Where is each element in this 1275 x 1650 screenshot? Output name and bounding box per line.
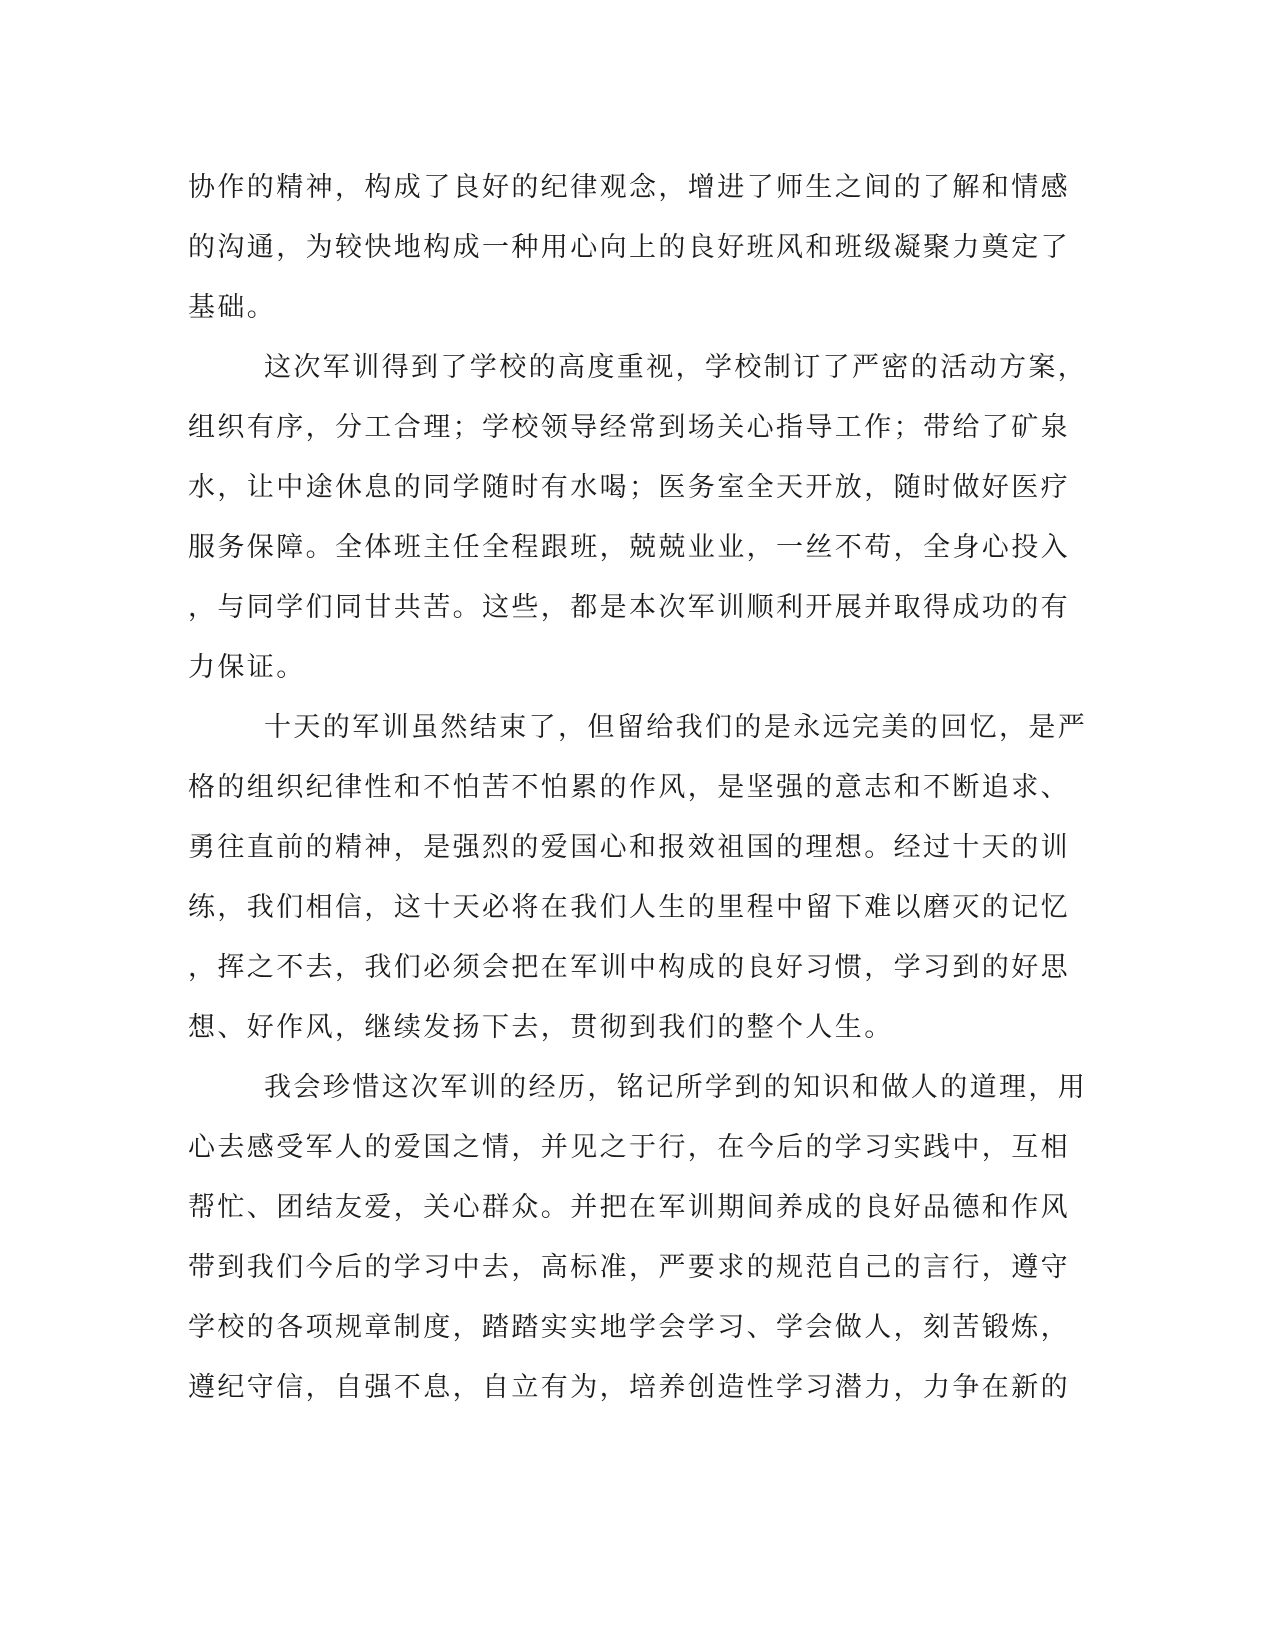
text-line: 组织有序，分工合理；学校领导经常到场关心指导工作；带给了矿泉 (188, 412, 1070, 443)
text-line-indented: 我会珍惜这次军训的经历，铭记所学到的知识和做人的道理，用 (264, 1072, 1088, 1103)
text-line: ，挥之不去，我们必须会把在军训中构成的良好习惯，学习到的好思 (188, 952, 1070, 983)
text-line: 练，我们相信，这十天必将在我们人生的里程中留下难以磨灭的记忆 (188, 892, 1070, 923)
text-line-indented: 这次军训得到了学校的高度重视，学校制订了严密的活动方案， (264, 352, 1088, 383)
text-line: 的沟通，为较快地构成一种用心向上的良好班风和班级凝聚力奠定了 (188, 232, 1070, 263)
document-body (188, 158, 1088, 1418)
text-line: 带到我们今后的学习中去，高标准，严要求的规范自己的言行，遵守 (188, 1252, 1070, 1283)
paragraph-1 (188, 158, 1088, 338)
paragraph-3 (188, 698, 1088, 1058)
text-line-indented: 十天的军训虽然结束了，但留给我们的是永远完美的回忆，是严 (264, 712, 1088, 743)
text-line: 格的组织纪律性和不怕苦不怕累的作风，是坚强的意志和不断追求、 (188, 772, 1070, 803)
text-line: 帮忙、团结友爱，关心群众。并把在军训期间养成的良好品德和作风 (188, 1192, 1070, 1223)
paragraph-2 (188, 338, 1088, 698)
text-line: 水，让中途休息的同学随时有水喝；医务室全天开放，随时做好医疗 (188, 472, 1070, 503)
text-line: 遵纪守信，自强不息，自立有为，培养创造性学习潜力，力争在新的 (188, 1372, 1070, 1403)
text-line: 服务保障。全体班主任全程跟班，兢兢业业，一丝不苟，全身心投入 (188, 532, 1070, 563)
text-line: 心去感受军人的爱国之情，并见之于行，在今后的学习实践中，互相 (188, 1132, 1070, 1163)
paragraph-4 (188, 1058, 1088, 1418)
text-line: 协作的精神，构成了良好的纪律观念，增进了师生之间的了解和情感 (188, 172, 1070, 203)
text-line: 基础。 (188, 292, 277, 323)
text-line: 力保证。 (188, 652, 306, 683)
text-line: ，与同学们同甘共苦。这些，都是本次军训顺利开展并取得成功的有 (188, 592, 1070, 623)
text-line: 勇往直前的精神，是强烈的爱国心和报效祖国的理想。经过十天的训 (188, 832, 1070, 863)
text-line: 学校的各项规章制度，踏踏实实地学会学习、学会做人，刻苦锻炼， (188, 1312, 1070, 1343)
text-line: 想、好作风，继续发扬下去，贯彻到我们的整个人生。 (188, 1012, 894, 1043)
